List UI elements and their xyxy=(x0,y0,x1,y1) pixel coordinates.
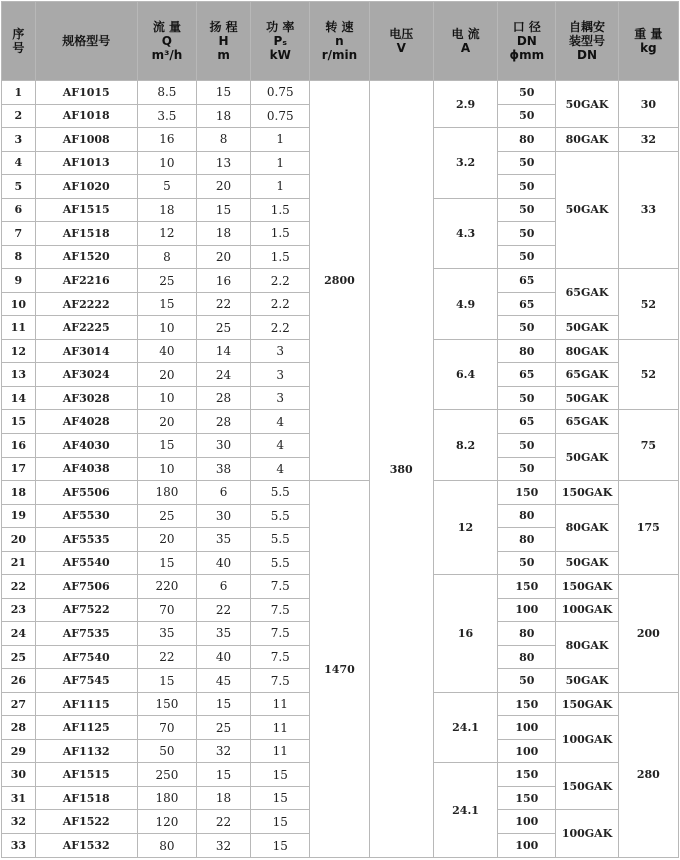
weight-cell: 175 xyxy=(618,481,678,575)
model-cell: AF1013 xyxy=(35,151,137,175)
head-cell: 15 xyxy=(197,763,251,787)
power-cell: 11 xyxy=(251,739,310,763)
diameter-cell: 80 xyxy=(498,504,556,528)
model-cell: AF1518 xyxy=(35,786,137,810)
diameter-cell: 50 xyxy=(498,198,556,222)
coupling-cell: 65GAK xyxy=(556,410,618,434)
diameter-cell: 65 xyxy=(498,292,556,316)
head-cell: 28 xyxy=(197,410,251,434)
power-cell: 2.2 xyxy=(251,316,310,340)
head-cell: 14 xyxy=(197,339,251,363)
diameter-cell: 100 xyxy=(498,598,556,622)
row-number: 13 xyxy=(2,363,36,387)
diameter-cell: 150 xyxy=(498,763,556,787)
head-cell: 22 xyxy=(197,598,251,622)
header-flow: 流 量 Q m³/h xyxy=(137,2,196,81)
power-cell: 5.5 xyxy=(251,504,310,528)
coupling-cell: 50GAK xyxy=(556,551,618,575)
model-cell: AF2216 xyxy=(35,269,137,293)
diameter-cell: 150 xyxy=(498,692,556,716)
power-cell: 5.5 xyxy=(251,551,310,575)
head-cell: 15 xyxy=(197,198,251,222)
diameter-cell: 50 xyxy=(498,222,556,246)
head-cell: 40 xyxy=(197,551,251,575)
row-number: 22 xyxy=(2,575,36,599)
flow-cell: 50 xyxy=(137,739,196,763)
flow-cell: 12 xyxy=(137,222,196,246)
flow-cell: 20 xyxy=(137,410,196,434)
row-number: 33 xyxy=(2,834,36,858)
coupling-cell: 50GAK xyxy=(556,669,618,693)
head-cell: 15 xyxy=(197,692,251,716)
header-weight: 重 量 kg xyxy=(618,2,678,81)
power-cell: 1 xyxy=(251,151,310,175)
row-number: 20 xyxy=(2,528,36,552)
row-number: 16 xyxy=(2,433,36,457)
model-cell: AF1520 xyxy=(35,245,137,269)
header-speed: 转 速 n r/min xyxy=(310,2,369,81)
weight-cell: 33 xyxy=(618,151,678,269)
diameter-cell: 100 xyxy=(498,739,556,763)
table-row xyxy=(2,81,679,105)
power-cell: 11 xyxy=(251,716,310,740)
flow-cell: 250 xyxy=(137,763,196,787)
flow-cell: 10 xyxy=(137,316,196,340)
flow-cell: 5 xyxy=(137,175,196,199)
power-cell: 2.2 xyxy=(251,269,310,293)
row-number: 12 xyxy=(2,339,36,363)
head-cell: 25 xyxy=(197,316,251,340)
current-cell: 3.2 xyxy=(433,128,497,199)
power-cell: 2.2 xyxy=(251,292,310,316)
diameter-cell: 50 xyxy=(498,386,556,410)
diameter-cell: 50 xyxy=(498,104,556,128)
head-cell: 45 xyxy=(197,669,251,693)
head-cell: 15 xyxy=(197,81,251,105)
flow-cell: 10 xyxy=(137,386,196,410)
pump-spec-table xyxy=(1,1,679,858)
diameter-cell: 100 xyxy=(498,810,556,834)
coupling-cell: 100GAK xyxy=(556,810,618,858)
row-number: 11 xyxy=(2,316,36,340)
head-cell: 35 xyxy=(197,622,251,646)
power-cell: 7.5 xyxy=(251,669,310,693)
flow-cell: 220 xyxy=(137,575,196,599)
current-cell: 6.4 xyxy=(433,339,497,410)
head-cell: 28 xyxy=(197,386,251,410)
model-cell: AF1020 xyxy=(35,175,137,199)
coupling-cell: 50GAK xyxy=(556,151,618,269)
row-number: 8 xyxy=(2,245,36,269)
flow-cell: 20 xyxy=(137,363,196,387)
model-cell: AF1018 xyxy=(35,104,137,128)
flow-cell: 150 xyxy=(137,692,196,716)
weight-cell: 280 xyxy=(618,692,678,857)
model-cell: AF7545 xyxy=(35,669,137,693)
diameter-cell: 50 xyxy=(498,81,556,105)
row-number: 26 xyxy=(2,669,36,693)
diameter-cell: 50 xyxy=(498,245,556,269)
power-cell: 7.5 xyxy=(251,575,310,599)
row-number: 14 xyxy=(2,386,36,410)
coupling-cell: 65GAK xyxy=(556,269,618,316)
model-cell: AF7535 xyxy=(35,622,137,646)
row-number: 32 xyxy=(2,810,36,834)
coupling-cell: 100GAK xyxy=(556,598,618,622)
diameter-cell: 65 xyxy=(498,363,556,387)
row-number: 28 xyxy=(2,716,36,740)
flow-cell: 25 xyxy=(137,504,196,528)
model-cell: AF4028 xyxy=(35,410,137,434)
power-cell: 15 xyxy=(251,763,310,787)
table-row xyxy=(2,481,679,505)
diameter-cell: 100 xyxy=(498,716,556,740)
row-number: 15 xyxy=(2,410,36,434)
flow-cell: 15 xyxy=(137,292,196,316)
diameter-cell: 50 xyxy=(498,175,556,199)
model-cell: AF7540 xyxy=(35,645,137,669)
current-cell: 16 xyxy=(433,575,497,693)
power-cell: 3 xyxy=(251,363,310,387)
power-cell: 7.5 xyxy=(251,598,310,622)
coupling-cell: 65GAK xyxy=(556,363,618,387)
voltage-cell: 380 xyxy=(369,81,433,858)
diameter-cell: 50 xyxy=(498,669,556,693)
power-cell: 7.5 xyxy=(251,622,310,646)
coupling-cell: 150GAK xyxy=(556,692,618,716)
head-cell: 30 xyxy=(197,433,251,457)
current-cell: 8.2 xyxy=(433,410,497,481)
power-cell: 1 xyxy=(251,175,310,199)
diameter-cell: 150 xyxy=(498,575,556,599)
diameter-cell: 80 xyxy=(498,339,556,363)
row-number: 7 xyxy=(2,222,36,246)
row-number: 10 xyxy=(2,292,36,316)
power-cell: 3 xyxy=(251,339,310,363)
power-cell: 15 xyxy=(251,786,310,810)
head-cell: 22 xyxy=(197,292,251,316)
weight-cell: 30 xyxy=(618,81,678,128)
header-head: 扬 程 H m xyxy=(197,2,251,81)
flow-cell: 70 xyxy=(137,598,196,622)
head-cell: 8 xyxy=(197,128,251,152)
current-cell: 24.1 xyxy=(433,763,497,858)
current-cell: 24.1 xyxy=(433,692,497,763)
current-cell: 4.9 xyxy=(433,269,497,340)
flow-cell: 3.5 xyxy=(137,104,196,128)
power-cell: 1 xyxy=(251,128,310,152)
power-cell: 4 xyxy=(251,433,310,457)
header-diameter: 口 径 DN ϕmm xyxy=(498,2,556,81)
speed-cell: 1470 xyxy=(310,481,369,858)
power-cell: 5.5 xyxy=(251,481,310,505)
header-current: 电 流 A xyxy=(433,2,497,81)
model-cell: AF1532 xyxy=(35,834,137,858)
model-cell: AF1015 xyxy=(35,81,137,105)
flow-cell: 8 xyxy=(137,245,196,269)
header-no: 序 号 xyxy=(2,2,36,81)
model-cell: AF5540 xyxy=(35,551,137,575)
power-cell: 4 xyxy=(251,410,310,434)
head-cell: 32 xyxy=(197,739,251,763)
model-cell: AF1125 xyxy=(35,716,137,740)
row-number: 18 xyxy=(2,481,36,505)
diameter-cell: 50 xyxy=(498,151,556,175)
head-cell: 30 xyxy=(197,504,251,528)
head-cell: 20 xyxy=(197,175,251,199)
diameter-cell: 150 xyxy=(498,786,556,810)
model-cell: AF7522 xyxy=(35,598,137,622)
model-cell: AF5530 xyxy=(35,504,137,528)
model-cell: AF3014 xyxy=(35,339,137,363)
coupling-cell: 80GAK xyxy=(556,339,618,363)
model-cell: AF3028 xyxy=(35,386,137,410)
head-cell: 13 xyxy=(197,151,251,175)
row-number: 29 xyxy=(2,739,36,763)
head-cell: 24 xyxy=(197,363,251,387)
head-cell: 6 xyxy=(197,481,251,505)
head-cell: 40 xyxy=(197,645,251,669)
table-body xyxy=(2,81,679,858)
weight-cell: 75 xyxy=(618,410,678,481)
flow-cell: 120 xyxy=(137,810,196,834)
diameter-cell: 100 xyxy=(498,834,556,858)
flow-cell: 15 xyxy=(137,669,196,693)
model-cell: AF2225 xyxy=(35,316,137,340)
weight-cell: 52 xyxy=(618,269,678,340)
row-number: 17 xyxy=(2,457,36,481)
coupling-cell: 50GAK xyxy=(556,386,618,410)
power-cell: 11 xyxy=(251,692,310,716)
row-number: 25 xyxy=(2,645,36,669)
model-cell: AF1115 xyxy=(35,692,137,716)
diameter-cell: 65 xyxy=(498,410,556,434)
row-number: 9 xyxy=(2,269,36,293)
power-cell: 15 xyxy=(251,810,310,834)
model-cell: AF5506 xyxy=(35,481,137,505)
weight-cell: 200 xyxy=(618,575,678,693)
power-cell: 3 xyxy=(251,386,310,410)
model-cell: AF7506 xyxy=(35,575,137,599)
diameter-cell: 80 xyxy=(498,622,556,646)
head-cell: 20 xyxy=(197,245,251,269)
diameter-cell: 150 xyxy=(498,481,556,505)
row-number: 24 xyxy=(2,622,36,646)
header-power: 功 率 Pₛ kW xyxy=(251,2,310,81)
power-cell: 15 xyxy=(251,834,310,858)
flow-cell: 180 xyxy=(137,786,196,810)
coupling-cell: 50GAK xyxy=(556,81,618,128)
model-cell: AF1008 xyxy=(35,128,137,152)
diameter-cell: 80 xyxy=(498,645,556,669)
diameter-cell: 80 xyxy=(498,528,556,552)
diameter-cell: 50 xyxy=(498,551,556,575)
head-cell: 25 xyxy=(197,716,251,740)
model-cell: AF4030 xyxy=(35,433,137,457)
head-cell: 6 xyxy=(197,575,251,599)
row-number: 23 xyxy=(2,598,36,622)
current-cell: 12 xyxy=(433,481,497,575)
diameter-cell: 80 xyxy=(498,128,556,152)
row-number: 30 xyxy=(2,763,36,787)
header-model: 规格型号 xyxy=(35,2,137,81)
header-row xyxy=(2,2,679,81)
diameter-cell: 50 xyxy=(498,316,556,340)
model-cell: AF2222 xyxy=(35,292,137,316)
row-number: 5 xyxy=(2,175,36,199)
coupling-cell: 80GAK xyxy=(556,622,618,669)
current-cell: 2.9 xyxy=(433,81,497,128)
head-cell: 32 xyxy=(197,834,251,858)
power-cell: 0.75 xyxy=(251,104,310,128)
head-cell: 38 xyxy=(197,457,251,481)
header-voltage: 电压 V xyxy=(369,2,433,81)
coupling-cell: 150GAK xyxy=(556,763,618,810)
model-cell: AF5535 xyxy=(35,528,137,552)
head-cell: 18 xyxy=(197,222,251,246)
diameter-cell: 65 xyxy=(498,269,556,293)
coupling-cell: 80GAK xyxy=(556,504,618,551)
row-number: 21 xyxy=(2,551,36,575)
flow-cell: 70 xyxy=(137,716,196,740)
row-number: 2 xyxy=(2,104,36,128)
flow-cell: 40 xyxy=(137,339,196,363)
speed-cell: 2800 xyxy=(310,81,369,481)
coupling-cell: 50GAK xyxy=(556,316,618,340)
head-cell: 18 xyxy=(197,786,251,810)
row-number: 27 xyxy=(2,692,36,716)
coupling-cell: 50GAK xyxy=(556,433,618,480)
row-number: 4 xyxy=(2,151,36,175)
flow-cell: 22 xyxy=(137,645,196,669)
row-number: 31 xyxy=(2,786,36,810)
head-cell: 35 xyxy=(197,528,251,552)
diameter-cell: 50 xyxy=(498,457,556,481)
flow-cell: 16 xyxy=(137,128,196,152)
flow-cell: 25 xyxy=(137,269,196,293)
flow-cell: 10 xyxy=(137,151,196,175)
flow-cell: 18 xyxy=(137,198,196,222)
diameter-cell: 50 xyxy=(498,433,556,457)
coupling-cell: 100GAK xyxy=(556,716,618,763)
coupling-cell: 150GAK xyxy=(556,575,618,599)
head-cell: 18 xyxy=(197,104,251,128)
coupling-cell: 80GAK xyxy=(556,128,618,152)
flow-cell: 15 xyxy=(137,433,196,457)
flow-cell: 35 xyxy=(137,622,196,646)
flow-cell: 15 xyxy=(137,551,196,575)
model-cell: AF1515 xyxy=(35,198,137,222)
power-cell: 1.5 xyxy=(251,245,310,269)
flow-cell: 20 xyxy=(137,528,196,552)
row-number: 19 xyxy=(2,504,36,528)
current-cell: 4.3 xyxy=(433,198,497,269)
flow-cell: 8.5 xyxy=(137,81,196,105)
power-cell: 1.5 xyxy=(251,222,310,246)
flow-cell: 80 xyxy=(137,834,196,858)
weight-cell: 52 xyxy=(618,339,678,410)
header-coupling: 自耦安 装型号 DN xyxy=(556,2,618,81)
power-cell: 4 xyxy=(251,457,310,481)
power-cell: 0.75 xyxy=(251,81,310,105)
row-number: 6 xyxy=(2,198,36,222)
coupling-cell: 150GAK xyxy=(556,481,618,505)
model-cell: AF1518 xyxy=(35,222,137,246)
model-cell: AF3024 xyxy=(35,363,137,387)
flow-cell: 180 xyxy=(137,481,196,505)
model-cell: AF1515 xyxy=(35,763,137,787)
model-cell: AF1522 xyxy=(35,810,137,834)
power-cell: 7.5 xyxy=(251,645,310,669)
model-cell: AF4038 xyxy=(35,457,137,481)
weight-cell: 32 xyxy=(618,128,678,152)
row-number: 3 xyxy=(2,128,36,152)
row-number: 1 xyxy=(2,81,36,105)
power-cell: 1.5 xyxy=(251,198,310,222)
model-cell: AF1132 xyxy=(35,739,137,763)
flow-cell: 10 xyxy=(137,457,196,481)
head-cell: 22 xyxy=(197,810,251,834)
power-cell: 5.5 xyxy=(251,528,310,552)
head-cell: 16 xyxy=(197,269,251,293)
